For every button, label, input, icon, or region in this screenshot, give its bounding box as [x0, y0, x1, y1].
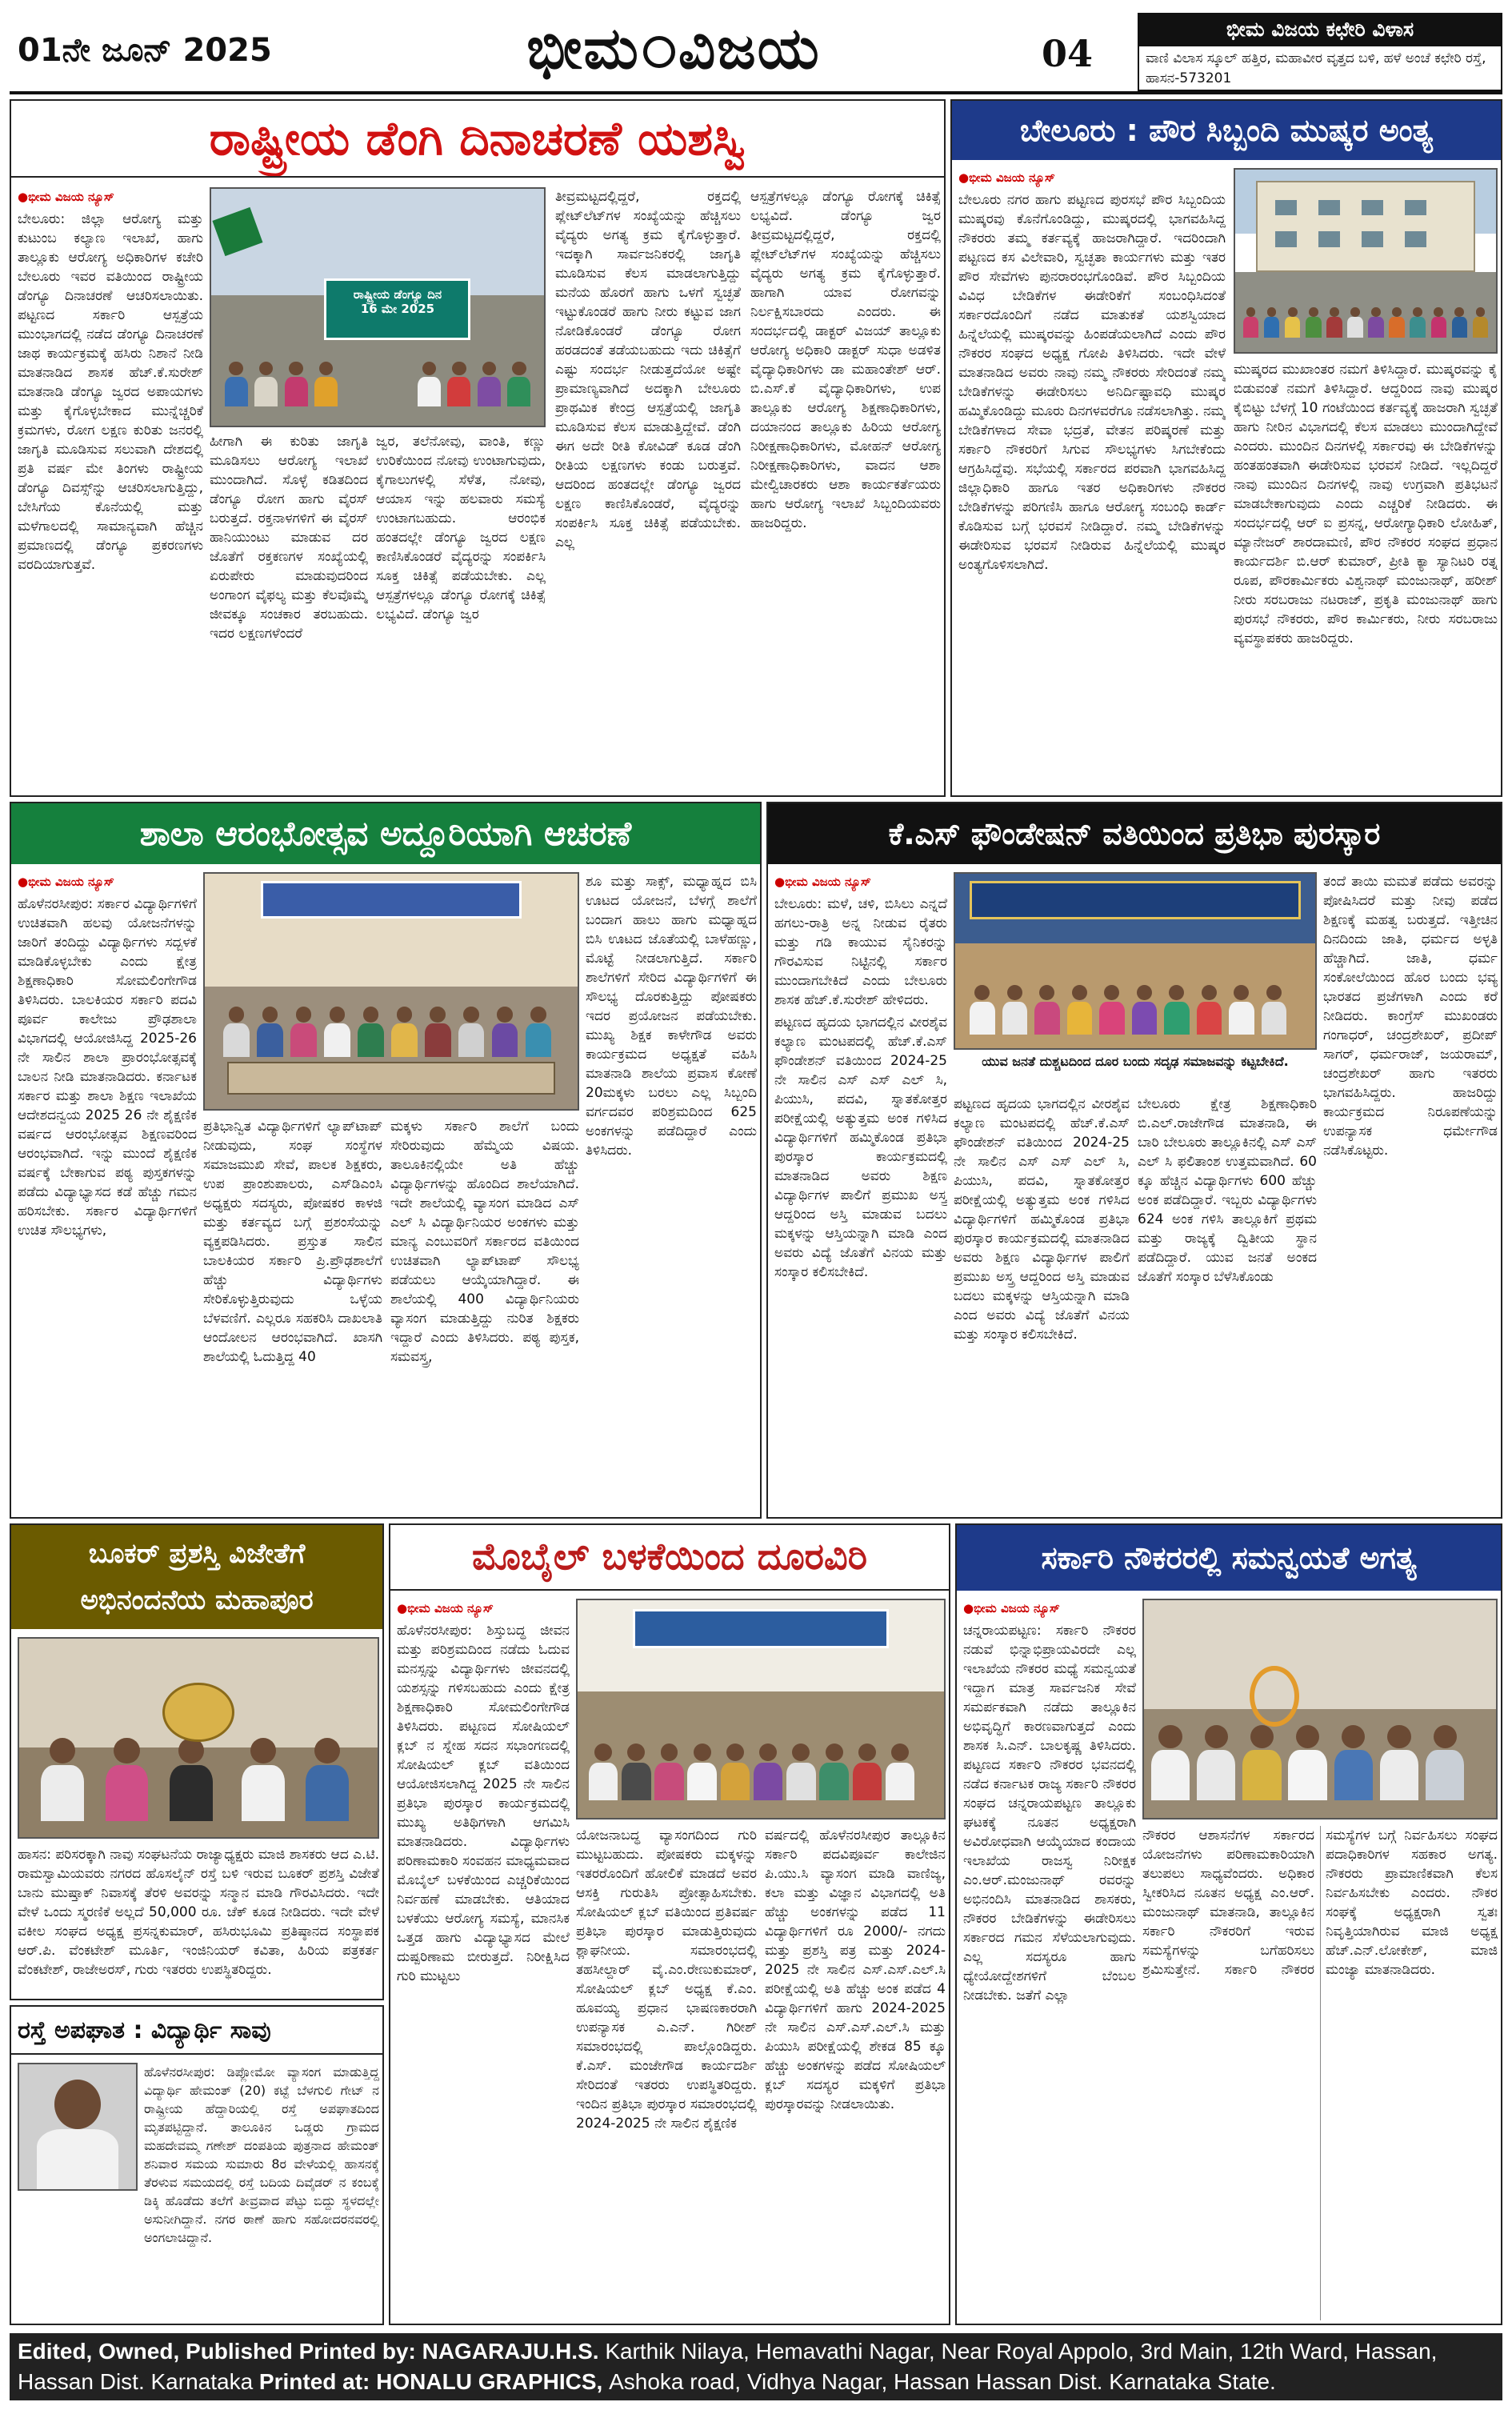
- flower-garland-icon: [1250, 1666, 1299, 1727]
- story-column: [18, 872, 197, 1514]
- story-paragraph: ಹಾಸನ: ಪರಿಸರಕ್ಕಾಗಿ ನಾವು ಸಂಘಟನೆಯ ರಾಜ್ಯಾಧ್ಯಕ್ಷರು ಮಾಜಿ ಶಾಸಕರು ಆದ ಎ.ಟಿ. ರಾಮಸ್ವಾಮಿಯವರು ನಗರದ ಹೊಸಲೈನ್ ರಸ್ತೆ ಬಳಿ ಇರುವ ಬೂಕರ್ ಪ್ರಶಸ್ತಿ ವಿಜೇತೆ ಬಾನು ಮುಷ್ತಾಕ್ ನಿವಾಸಕ್ಕೆ ತೆರಳಿ ಅವರನ್ನು ಸನ್ಮಾನ ಮಾಡಿ ಗೌರವಿಸಿದರು. ಇದೇ ವೇಳೆ ಒಂದು ಸ್ಮರಣಿಕೆ ಅಲ್ಲದೆ 50,000 ರೂ. ಚೆಕ್ ಕೂಡ ನೀಡಿದರು. ಇದೇ ವೇಳೆ ವಕೀಲ ಸಂಘದ ಅಧ್ಯಕ್ಷ ಪ್ರಸನ್ನಕುಮಾರ್, ಹಸಿರುಭೂಮಿ ಪ್ರತಿಷ್ಠಾನದ ಸಂಸ್ಥಾಪಕ ಆರ್.ಪಿ. ವೆಂಕಟೇಶ್ ಮೂರ್ತಿ, ಇಂಜಿನಿಯರ್ ಕವಿತಾ, ಹಿರಿಯ ಪತ್ರಕರ್ತ ವೆಂಕಟೇಶ್, ರಾಜೇಅರಸ್, ಗುರು ಇತರರು ಉಪಸ್ಥಿತರಿದ್ದರು.: [18, 1847, 379, 1978]
- photo-caption: ಯುವ ಜನತೆ ದುಶ್ಚಟದಿಂದ ದೂರ ಬಂದು ಸದೃಢ ಸಮಾಜವನ್ನು ಕಟ್ಟಬೇಕಿದೆ.: [954, 1053, 1317, 1090]
- story-column: [203, 1117, 382, 1514]
- imprint-district: Hassan Dist. Karnataka: [18, 2369, 254, 2394]
- belur-workers-photo: [1234, 168, 1498, 354]
- office-address-text: ವಾಣಿ ವಿಲಾಸ ಸ್ಕೂಲ್ ಹತ್ತಿರ, ಮಹಾವೀರ ವೃತ್ತದ ಬಳಿ, ಹಳೆ ಅಂಚೆ ಕಛೇರಿ ರಸ್ತೆ, ಹಾಸನ-573201: [1146, 50, 1486, 86]
- story-column: [555, 187, 741, 792]
- newspaper-page: [10, 10, 1502, 2400]
- story-paragraph: ಹೊಳೆನರಸೀಪುರ: ಸರ್ಕಾರ ವಿದ್ಯಾರ್ಥಿಗಳಿಗೆ ಉಚಿತವಾಗಿ ಹಲವು ಯೋಜನೆಗಳನ್ನು ಜಾರಿಗೆ ತಂದಿದ್ದು ವಿದ್ಯಾರ್ಥಿಗಳು ಸದ್ಬಳಕೆ ಮಾಡಿಕೊಳ್ಳಬೇಕು ಎಂದು ಕ್ಷೇತ್ರ ಶಿಕ್ಷಣಾಧಿಕಾರಿ ಸೋಮಲಿಂಗೇಗೌಡ ತಿಳಿಸಿದರು. ಬಾಲಕಿಯರ ಸರ್ಕಾರಿ ಪದವಿ ಪೂರ್ವ ಕಾಲೇಜು ಪ್ರೌಢಶಾಲಾ ವಿಭಾಗದಲ್ಲಿ ಆಯೋಜಿಸಿದ್ದ 2025-26 ನೇ ಸಾಲಿನ ಶಾಲಾ ಪ್ರಾರಂಭೋತ್ಸವಕ್ಕೆ ಬಾಲನ ನೀಡಿ ಮಾತನಾಡಿದರು. ಕರ್ನಾಟಕ ಸರ್ಕಾರ ಮತ್ತು ಶಾಲಾ ಶಿಕ್ಷಣ ಇಲಾಖೆಯ ಆದೇಶದನ್ವಯ 2025 26 ನೇ ಶೈಕ್ಷಣಿಕ ವರ್ಷದ ಆರಂಭೋತ್ಸವ ಶಿಕ್ಷಣವರಿಂದ ಆರಂಭವಾಗಿದೆ. ಇನ್ನು ಮುಂದೆ ಶೈಕ್ಷಣಿಕ ವರ್ಷಕ್ಕೆ ಬೇಕಾಗುವ ಪಠ್ಯ ಪುಸ್ತಕಗಳನ್ನು ಪಡೆದು ವಿದ್ಯಾಭ್ಯಾಸದ ಕಡೆ ಹೆಚ್ಚು ಗಮನ ಹರಿಸಬೇಕು. ಸರ್ಕಾರ ವಿದ್ಯಾರ್ಥಿಗಳಿಗೆ ಉಚಿತ ಸೌಲಭ್ಯಗಳು,: [18, 896, 197, 1239]
- story-paragraph: ಚನ್ನರಾಯಪಟ್ಟಣ: ಸರ್ಕಾರಿ ನೌಕರರ ನಡುವೆ ಭಿನ್ನಾಭಿಪ್ರಾಯವಿರದೇ ಎಲ್ಲ ಇಲಾಖೆಯ ನೌಕರರ ಮಧ್ಯೆ ಸಮನ್ವಯತೆ ಇದ್ದಾಗ ಮಾತ್ರ ಸಾರ್ವಜನಿಕ ಸೇವೆ ಸಮರ್ಪಕವಾಗಿ ನಡೆದು ತಾಲ್ಲೂಕಿನ ಅಭಿವೃದ್ಧಿಗೆ ಕಾರಣವಾಗುತ್ತದೆ ಎಂದು ಶಾಸಕ ಸಿ.ಎನ್. ಬಾಲಕೃಷ್ಣ ತಿಳಿಸಿದರು. ಪಟ್ಟಣದ ಸರ್ಕಾರಿ ನೌಕರರ ಭವನದಲ್ಲಿ ನಡೆದ ಕರ್ನಾಟಕ ರಾಜ್ಯ ಸರ್ಕಾರಿ ನೌಕರರ ಸಂಘದ ಚನ್ನರಾಯಪಟ್ಟಣ ತಾಲ್ಲೂಕು ಘಟಕಕ್ಕೆ ನೂತನ ಅಧ್ಯಕ್ಷರಾಗಿ ಅವಿರೋಧವಾಗಿ ಆಯ್ಕೆಯಾದ ಕಂದಾಯ ಇಲಾಖೆಯ ರಾಜಸ್ವ ನಿರೀಕ್ಷಕ ಎಂ.ಆರ್.ಮಂಜುನಾಥ್ ರವರನ್ನು ಅಭಿನಂದಿಸಿ ಮಾತನಾಡಿದ ಶಾಸಕರು, ನೌಕರರ ಬೇಡಿಕೆಗಳನ್ನು ಈಡೇರಿಸಲು ಸರ್ಕಾರದ ಗಮನ ಸೆಳೆಯಲಾಗುವುದು. ಎಲ್ಲ ಸದಸ್ಯರೂ ಹಾಗು ಧ್ಯೇಯೋದ್ದೇಶಗಳಿಗೆ ಬೆಂಬಲ ನೀಡಬೇಕು. ಜತೆಗೆ ಎಲ್ಲಾ: [963, 1623, 1136, 2004]
- story-headline: ರಾಷ್ಟ್ರೀಯ ಡೆಂಗಿ ದಿನಾಚರಣೆ ಯಶಸ್ವಿ: [11, 101, 944, 178]
- imprint-footer: [10, 2333, 1502, 2400]
- story-column: [144, 2063, 379, 2320]
- story-column: [1323, 872, 1498, 1514]
- story-headline: ಸರ್ಕಾರಿ ನೌಕರರಲ್ಲಿ ಸಮನ್ವಯತೆ ಅಗತ್ಯ: [957, 1525, 1501, 1591]
- story-column: [576, 1826, 757, 2320]
- story-paragraph: ಮುಷ್ಕರದ ಮುಖಾಂತರ ನಮಗೆ ತಿಳಿಸಿದ್ದಾರೆ. ಮುಷ್ಕರವನ್ನು ಕೈ ಬಿಡುವಂತೆ ನಮಗೆ ತಿಳಿಸಿದ್ದಾರೆ. ಆದ್ದರಿಂದ ನಾವು ಮುಷ್ಕರ ಕೈಬಿಟ್ಟು ಬೆಳಗ್ಗೆ 10 ಗಂಟೆಯಿಂದ ಕರ್ತವ್ಯಕ್ಕೆ ಹಾಜರಾಗಿ ಸ್ವಚ್ಛತೆ ಹಾಗು ನೀರಿನ ವಿಭಾಗದಲ್ಲಿ ಕೆಲಸ ಮಾಡಲು ಮುಂದಾಗಿದ್ದೇವೆ ಎಂದರು. ಮುಂದಿನ ದಿನಗಳಲ್ಲಿ ಸರ್ಕಾರವು ಈ ಬೇಡಿಕೆಗಳನ್ನು ಹಂತಹಂತವಾಗಿ ಈಡೇರಿಸುವ ಭರವಸೆ ನೀಡಿದೆ. ಇಲ್ಲದಿದ್ದರೆ ನಾವು ಮುಂದಿನ ದಿನಗಳಲ್ಲಿ ನಾವು ಉಗ್ರವಾಗಿ ಪ್ರತಿಭಟನೆ ಮಾಡಬೇಕಾಗುವುದು ಎಂದು ಎಚ್ಚರಿಕೆ ನೀಡಿದರು. ಈ ಸಂದರ್ಭದಲ್ಲಿ ಆರ್ ಐ ಪ್ರಸನ್ನ, ಆರೋಗ್ಯಾಧಿಕಾರಿ ಲೋಹಿತ್, ಮ್ಯಾನೇಜರ್ ಶಾರದಾಮಣಿ, ಪೌರ ನೌಕರರ ಸಂಘದ ಪ್ರಧಾನ ಕಾರ್ಯದರ್ಶಿ ಬಿ.ಆರ್ ಕುಮಾರ್, ಪ್ರೀತಿ ಕ್ಯಾ ಸ್ಯಾನಿಟರಿ ರತ್ನ ರೂಪ, ಪೌರಕಾರ್ಮಿಕರು ವಿಶ್ವನಾಥ್ ಮಂಜುನಾಥ್, ಹರೀಶ್ ನೀರು ಸರಬರಾಜು ನಟರಾಜ್, ಪ್ರಕೃತಿ ಮಂಜುನಾಥ್ ಹಾಗು ಪುರಸಭೆ ನೌಕರರು, ಪೌರ ಕಾರ್ಮಿಕರು, ನೀರು ಸರಬರಾಜು ವ್ಯವಸ್ಥಾಪಕರು ಹಾಜರಿದ್ದರು.: [1234, 362, 1498, 647]
- story-paragraph: ವರ್ಷದಲ್ಲಿ ಹೊಳೆನರಸೀಪುರ ತಾಲ್ಲೂಕಿನ ಸರ್ಕಾರಿ ಪದವಿಪೂರ್ವ ಕಾಲೇಜಿನ ಪಿ.ಯು.ಸಿ ವ್ಯಾಸಂಗ ಮಾಡಿ ವಾಣಿಜ್ಯ, ಕಲಾ ಮತ್ತು ವಿಜ್ಞಾನ ವಿಭಾಗದಲ್ಲಿ ಅತಿ ಹೆಚ್ಚು ಅಂಕಗಳನ್ನು ಪಡೆದ 11 ವಿದ್ಯಾರ್ಥಿಗಳಿಗೆ ರೂ 2000/- ನಗದು ಮತ್ತು ಪ್ರಶಸ್ತಿ ಪತ್ರ ಮತ್ತು 2024-2025 ನೇ ಸಾಲಿನ ಎಸ್.ಎಸ್.ಎಲ್.ಸಿ ಪರೀಕ್ಷೆಯಲ್ಲಿ ಅತಿ ಹೆಚ್ಚು ಅಂಕ ಪಡೆದ 4 ವಿದ್ಯಾರ್ಥಿಗಳಿಗೆ ಹಾಗು 2024-2025 ನೇ ಸಾಲಿನ ಎಸ್.ಎಸ್.ಎಲ್.ಸಿ ಮತ್ತು ಪಿಯುಸಿ ಪರೀಕ್ಷೆಯಲ್ಲಿ ಶೇಕಡ 85 ಕ್ಕೂ ಹೆಚ್ಚು ಅಂಕಗಳನ್ನು ಪಡೆದ ಸೋಷಿಯಲ್ ಕ್ಲಬ್ ಸದಸ್ಯರ ಮಕ್ಕಳಿಗೆ ಪ್ರತಿಭಾ ಪುರಸ್ಕಾರವನ್ನು ನೀಡಲಾಯಿತು.: [765, 1828, 946, 2112]
- masthead: [10, 10, 1502, 94]
- story-paragraph: ಜ್ವರ, ತಲೆನೋವು, ವಾಂತಿ, ಕಣ್ಣು ಉರಿಕೆಯಿಂದ ನೋವು ಉಂಟಾಗುವುದು, ಕೈಗಾಲುಗಳಲ್ಲಿ ಸೆಳೆತ, ನೋವು, ಆಯಾಸ ಇನ್ನು ಹಲವಾರು ಸಮಸ್ಯೆ ಉಂಟಾಗಬಹುದು. ಆರಂಭಿಕ ಹಂತದಲ್ಲೇ ಡೆಂಗ್ಯೂ ಜ್ವರದ ಲಕ್ಷಣ ಕಾಣಿಸಿಕೊಂಡರೆ ವೈದ್ಯರನ್ನು ಸಂಪರ್ಕಿಸಿ ಸೂಕ್ತ ಚಿಕಿತ್ಸೆ ಪಡೆಯಬೇಕು. ಎಲ್ಲ ಆಸ್ಪತ್ರೆಗಳಲ್ಲೂ ಡೆಂಗ್ಯೂ ರೋಗಕ್ಕೆ ಚಿಕಿತ್ಸೆ ಲಭ್ಯವಿದೆ. ಡೆಂಗ್ಯೂ ಜ್ವರ: [376, 434, 546, 623]
- story-paragraph: ಬೇಲೂರು: ಜಿಲ್ಲಾ ಆರೋಗ್ಯ ಮತ್ತು ಕುಟುಂಬ ಕಲ್ಯಾಣ ಇಲಾಖೆ, ಹಾಗು ತಾಲ್ಲೂಕು ಆರೋಗ್ಯ ಅಧಿಕಾರಿಗಳ ಕಚೇರಿ ಬೇಲೂರು ಇವರ ವತಿಯಿಂದ ರಾಷ್ಟ್ರೀಯ ಡೆಂಗ್ಯೂ ದಿನಾಚರಣೆ ಆಚರಿಸಲಾಯಿತು. ಪಟ್ಟಣದ ಸರ್ಕಾರಿ ಆಸ್ಪತ್ರೆಯ ಮುಂಭಾಗದಲ್ಲಿ ನಡೆದ ಡೆಂಗ್ಯೂ ದಿನಾಚರಣೆ ಜಾಥ ಕಾರ್ಯಕ್ರಮಕ್ಕೆ ಹಸಿರು ನಿಶಾನೆ ನೀಡಿ ಮಾತನಾಡಿದ ಶಾಸಕ ಹೆಚ್.ಕೆ.ಸುರೇಶ್ ಮಾತನಾಡಿ ಡೆಂಗ್ಯೂ ಜ್ವರದ ಅಪಾಯಗಳು ಮತ್ತು ಕೈಗೊಳ್ಳಬೇಕಾದ ಮುನ್ನೆಚ್ಚರಿಕೆ ಕ್ರಮಗಳು, ರೋಗ ಲಕ್ಷಣ ಕುರಿತು ಜನರಲ್ಲಿ ಜಾಗೃತಿ ಮೂಡಿಸುವ ಸಲುವಾಗಿ ದೇಶದಲ್ಲಿ ಪ್ರತಿ ವರ್ಷ ಮೇ ತಿಂಗಳು ರಾಷ್ಟ್ರೀಯ ಡೆಂಗ್ಯೂ ದಿವಸ್ಸ್‌ನ್ನು ಆಚರಿಸಲಾಗುತ್ತಿದ್ದು, ಬೇಸಿಗೆಯ ಕೊನೆಯಲ್ಲಿ ಮತ್ತು ಮಳೆಗಾಲದಲ್ಲಿ ಸಾಮಾನ್ಯವಾಗಿ ಹೆಚ್ಚಿನ ಪ್ರಮಾಣದಲ್ಲಿ ಡೆಂಗ್ಯೂ ಪ್ರಕರಣಗಳು ವರದಿಯಾಗುತ್ತವೆ.: [18, 211, 203, 573]
- dengue-banner: [324, 278, 470, 340]
- story-column: [586, 872, 757, 1514]
- school-opening-photo: [203, 872, 579, 1111]
- story-byline: ● ಭೀಮ ವಿಜಯ ನ್ಯೂಸ್: [958, 168, 1226, 187]
- story-headline: ಮೊಬೈಲ್ ಬಳಕೆಯಿಂದ ದೂರವಿರಿ: [390, 1525, 949, 1591]
- story-column: [210, 432, 368, 792]
- imprint-publisher-label: Edited, Owned, Published Printed by:: [18, 2339, 416, 2364]
- office-address-title: ಭೀಮ ವಿಜಯ ಕಛೇರಿ ವಿಳಾಸ: [1139, 14, 1501, 46]
- story-column: [1138, 1095, 1317, 1514]
- story-paragraph: ಯೋಜನಾಬದ್ಧ ವ್ಯಾಸಂಗದಿಂದ ಗುರಿ ಮುಟ್ಟಬಹುದು. ಪೋಷಕರು ಮಕ್ಕಳನ್ನು ಇತರರೊಂದಿಗೆ ಹೋಲಿಕೆ ಮಾಡದೆ ಅವರ ಆಸಕ್ತಿ ಗುರುತಿಸಿ ಪ್ರೋತ್ಸಾಹಿಸಬೇಕು. ಸೋಷಿಯಲ್ ಕ್ಲಬ್ ವತಿಯಿಂದ ಪ್ರತಿವರ್ಷ ಪ್ರತಿಭಾ ಪುರಸ್ಕಾರ ಮಾಡುತ್ತಿರುವುದು ಶ್ಲಾಘನೀಯ. ಸಮಾರಂಭದಲ್ಲಿ ತಹಸೀಲ್ದಾರ್ ವೈ.ಎಂ.ರೇಣುಕುಮಾರ್, ಸೋಷಿಯಲ್ ಕ್ಲಬ್ ಅಧ್ಯಕ್ಷ ಕೆ.ಎಂ. ಹೂವಯ್ಯ ಪ್ರಧಾನ ಭಾಷಣಕಾರರಾಗಿ ಉಪನ್ಯಾಸಕ ಎ.ಎನ್. ಗಿರೀಶ್ ಸಮಾರಂಭದಲ್ಲಿ ಪಾಲ್ಗೊಂಡಿದ್ದರು. ಕೆ.ಎಸ್. ಮಂಜೇಗೌಡ ಕಾರ್ಯದರ್ಶಿ ಸೇರಿದಂತೆ ಇತರರು ಉಪಸ್ಥಿತರಿದ್ದರು. ಇಂದಿನ ಪ್ರತಿಭಾ ಪುರಸ್ಕಾರ ಸಮಾರಂಭದಲ್ಲಿ 2024-2025 ನೇ ಸಾಲಿನ ಶೈಕ್ಷಣಿಕ: [576, 1828, 757, 2132]
- imprint-publisher-address: Karthik Nilaya, Hemavathi Nagar, Near Royal Appolo, 3rd Main, 12th Ward, Hassan,: [605, 2339, 1438, 2364]
- govt-felicitation-photo: [1142, 1599, 1498, 1820]
- story-paragraph: ಪಟ್ಟಣದ ಹೃದಯ ಭಾಗದಲ್ಲಿನ ವೀರಶೈವ ಕಲ್ಯಾಣ ಮಂಟಪದಲ್ಲಿ ಹೆಚ್.ಕೆ.ಎಸ್ ಫೌಂಡೇಶನ್ ವತಿಯಿಂದ 2024-25 ನೇ ಸಾಲಿನ ಎಸ್ ಎಸ್ ಎಲ್ ಸಿ, ಪಿಯುಸಿ, ಪದವಿ, ಸ್ನಾತಕೋತ್ತರ ಪರೀಕ್ಷೆಯಲ್ಲಿ ಅತ್ಯುತ್ತಮ ಅಂಕ ಗಳಿಸಿದ ವಿದ್ಯಾರ್ಥಿಗಳಿಗೆ ಹಮ್ಮಿಕೊಂಡ ಪ್ರತಿಭಾ ಪುರಸ್ಕಾರ ಕಾರ್ಯಕ್ರಮದಲ್ಲಿ ಮಾತನಾಡಿದ ಅವರು ಶಿಕ್ಷಣ ವಿದ್ಯಾರ್ಥಿಗಳ ಪಾಲಿಗೆ ಪ್ರಮುಖ ಅಸ್ತ್ರ ಆದ್ದರಿಂದ ಅಸ್ತಿ ಮಾಡುವ ಬದಲು ಮಕ್ಕಳನ್ನು ಆಸ್ತಿಯನ್ನಾಗಿ ಮಾಡಿ ಎಂದ ಅವರು ವಿದ್ಯೆ ಜೊತೆಗೆ ವಿನಯ ಮತ್ತು ಸಂಸ್ಕಾರ ಕಲಿಸಬೇಕಿದೆ.: [774, 1015, 947, 1280]
- story-paragraph: ನೌಕರರ ಆಶಾಸನೆಗಳ ಸರ್ಕಾರದ ಯೋಜನೆಗಳು ಪರಿಣಾಮಕಾರಿಯಾಗಿ ತಲುಪಲು ಸಾಧ್ಯವೆಂದರು. ಅಧಿಕಾರ ಸ್ವೀಕರಿಸಿದ ನೂತನ ಅಧ್ಯಕ್ಷ ಎಂ.ಆರ್. ಮಂಜುನಾಥ್ ಮಾತನಾಡಿ, ತಾಲ್ಲೂಕಿನ ಸರ್ಕಾರಿ ನೌಕರರಿಗೆ ಇರುವ ಸಮಸ್ಯೆಗಳನ್ನು ಬಗೆಹರಿಸಲು ಶ್ರಮಿಸುತ್ತೇನೆ. ಸರ್ಕಾರಿ ನೌಕರರ ಸಮಸ್ಯೆಗಳ ಬಗ್ಗೆ ನಿರ್ವಹಿಸಲು ಸಂಘದ ಪದಾಧಿಕಾರಿಗಳ ಸಹಕಾರ ಅಗತ್ಯ. ನೌಕರರು ಪ್ರಾಮಾಣಿಕವಾಗಿ ಕೆಲಸ ನಿರ್ವಹಿಸಬೇಕು ಎಂದರು. ನೌಕರ ಸಂಘಕ್ಕೆ ಅಧ್ಯಕ್ಷರಾಗಿ ಸ್ವತಃ ನಿವೃತ್ತಿಯಾಗಿರುವ ಮಾಜಿ ಅಧ್ಯಕ್ಷ ಹೆಚ್.ಎನ್.ಲೋಕೇಶ್, ಮಾಜಿ ಮಂಜ್ಯಾ ಮಾತನಾಡಿದರು.: [1142, 1828, 1498, 1978]
- story-paragraph: ಹೀಗಾಗಿ ಈ ಕುರಿತು ಜಾಗೃತಿ ಮೂಡಿಸಲು ಆರೋಗ್ಯ ಇಲಾಖೆ ಮುಂದಾಗಿದೆ. ಸೊಳ್ಳೆ ಕಡಿತದಿಂದ ಡೆಂಗ್ಯೂ ರೋಗ ಹಾಗು ವೈರಸ್ ಬರುತ್ತದೆ. ರಕ್ತನಾಳಗಳಿಗೆ ಈ ವೈರಸ್ ಹಾನಿಯುಂಟು ಮಾಡುವ ದರ ಜೊತೆಗೆ ರಕ್ತಕಣಗಳ ಸಂಖ್ಯೆಯಲ್ಲಿ ಏರುಪೇರು ಮಾಡುವುದರಿಂದ ಅಂಗಾಂಗ ವೈಫಲ್ಯ ಮತ್ತು ಕೆಲವೊಮ್ಮೆ ಜೀವಕ್ಕೂ ಸಂಚಕಾರ ತರಬಹುದು. ಇದರ ಲಕ್ಷಣಗಳೆಂದರೆ: [210, 434, 368, 642]
- story-column: [963, 1599, 1136, 2320]
- story-byline: ● ಭೀಮ ವಿಜಯ ನ್ಯೂಸ್: [18, 187, 203, 206]
- logo-text-left: ಭೀಮ: [526, 14, 640, 82]
- story-column: [397, 1599, 570, 2320]
- story-byline: ● ಭೀಮ ವಿಜಯ ನ್ಯೂಸ್: [397, 1599, 570, 1618]
- issue-date: 01ನೇ ಜೂನ್ 2025: [18, 32, 272, 69]
- memento-plaque-icon: [162, 1683, 234, 1742]
- story-byline: ● ಭೀಮ ವಿಜಯ ನ್ಯೂಸ್: [774, 872, 947, 891]
- story-column: [390, 1117, 579, 1514]
- logo-text-right: ವಿಜಯ: [678, 14, 821, 82]
- story-paragraph: ಬೇಲೂರು ನಗರ ಹಾಗು ಪಟ್ಟಣದ ಪುರಸಭೆ ಪೌರ ಸಿಬ್ಬಂದಿಯ ಮುಷ್ಕರವು ಕೊನೆಗೊಂಡಿದ್ದು, ಮುಷ್ಕರದಲ್ಲಿ ಭಾಗವಹಿಸಿದ್ದ ನೌಕರರು ತಮ್ಮ ಕರ್ತವ್ಯಕ್ಕೆ ಹಾಜರಾಗಿದ್ದಾರೆ. ಇದರಿಂದಾಗಿ ಪಟ್ಟಣದ ಕಸ ವಿಲೇವಾರಿ, ಸ್ವಚ್ಛತಾ ಕಾರ್ಯಗಳು ಮತ್ತು ಇತರ ಪೌರ ಸೇವೆಗಳು ಪುನರಾರಂಭಗೊಂಡಿವೆ. ಪೌರ ಸಿಬ್ಬಂದಿಯ ವಿವಿಧ ಬೇಡಿಕೆಗಳ ಈಡೇರಿಕೆಗೆ ಸಂಬಂಧಿಸಿದಂತೆ ಸರ್ಕಾರದೊಂದಿಗೆ ನಡೆದ ಮಾತುಕತೆ ಯಶಸ್ವಿಯಾದ ಹಿನ್ನೆಲೆಯಲ್ಲಿ ಮುಷ್ಕರವನ್ನು ಹಿಂಪಡೆಯಲಾಗಿದೆ ಎಂದು ಪೌರ ನೌಕರರ ಸಂಘದ ಅಧ್ಯಕ್ಷ ಗೋಪಿ ತಿಳಿಸಿದರು. ಇದೇ ವೇಳೆ ಮಾತನಾಡಿದ ಅವರು ನಾವು ನಮ್ಮ ನೌಕರರು ಸೇರಿದಂತೆ ನಮ್ಮ ಬೇಡಿಕೆಗಳನ್ನು ಈಡೇರಿಸಲು ಅನಿರ್ದಿಷ್ಟಾವಧಿ ಮುಷ್ಕರ ಹಮ್ಮಿಕೊಂಡಿದ್ದು ಮೂರು ದಿನಗಳವರೆಗೂ ನಡೆಸಲಾಗಿತ್ತು. ನಮ್ಮ ಬೇಡಿಕೆಗಳಾದ ಸೇವಾ ಭದ್ರತೆ, ವೇತನ ಪರಿಷ್ಕರಣೆ ಮತ್ತು ಸರ್ಕಾರಿ ನೌಕರರಿಗೆ ಸಿಗುವ ಸೌಲಭ್ಯಗಳು ಸಿಗಬೇಕೆಂದು ಆಗ್ರಹಿಸಿದ್ದೆವು. ಸಭೆಯಲ್ಲಿ ಸರ್ಕಾರದ ಪರವಾಗಿ ಭಾಗವಹಿಸಿದ್ದ ಜಿಲ್ಲಾಧಿಕಾರಿ ಹಾಗೂ ಇತರ ಅಧಿಕಾರಿಗಳು ನೌಕರರ ಬೇಡಿಕೆಗಳನ್ನು ಪರಿಗಣಿಸಿ ಹಾಗೂ ಆರೋಗ್ಯ ಸಂಬಂಧಿ ಕಾರ್ಡ್ ಕೊಡಿಸುವ ಬಗ್ಗೆ ಭರವಸೆ ನೀಡಿದ್ದಾರೆ. ನಮ್ಮ ಬೇಡಿಕೆಗಳನ್ನು ಈಡೇರಿಸುವ ಭರವಸೆ ನೀಡಿರುವ ಹಿನ್ನೆಲೆಯಲ್ಲಿ ಮುಷ್ಕರ ಅಂತ್ಯಗೊಳಿಸಲಾಗಿದೆ.: [958, 192, 1226, 573]
- imprint-line-2: [18, 2367, 1494, 2397]
- booker-headline-line1: ಬೂಕರ್ ಪ್ರಶಸ್ತಿ ವಿಜೇತೆಗೆ: [88, 1538, 306, 1570]
- story-column: [750, 187, 941, 792]
- story-paragraph: ಹೊಳೆನರಸೀಪುರ: ಶಿಸ್ತುಬದ್ಧ ಜೀವನ ಮತ್ತು ಪರಿಶ್ರಮದಿಂದ ನಡೆದು ಓದುವ ಮನಸ್ಸನ್ನು ವಿದ್ಯಾರ್ಥಿಗಳು ಜೀವನದಲ್ಲಿ ಯಶಸ್ಸನ್ನು ಗಳಿಸಬಹುದು ಎಂದು ಕ್ಷೇತ್ರ ಶಿಕ್ಷಣಾಧಿಕಾರಿ ಸೋಮಲಿಂಗೇಗೌಡ ತಿಳಿಸಿದರು. ಪಟ್ಟಣದ ಸೋಷಿಯಲ್ ಕ್ಲಬ್ ನ ಸ್ನೇಹ ಸದನ ಸಭಾಂಗಣದಲ್ಲಿ ಸೋಷಿಯಲ್ ಕ್ಲಬ್ ವತಿಯಿಂದ ಆಯೋಜಿಸಲಾಗಿದ್ದ 2025 ನೇ ಸಾಲಿನ ಪ್ರತಿಭಾ ಪುರಸ್ಕಾರ ಕಾರ್ಯಕ್ರಮದಲ್ಲಿ ಮುಖ್ಯ ಅತಿಥಿಗಳಾಗಿ ಆಗಮಿಸಿ ಮಾತನಾಡಿದರು. ವಿದ್ಯಾರ್ಥಿಗಳು ಪರಿಣಾಮಕಾರಿ ಸಂವಹನ ಮಾಧ್ಯಮವಾದ ಮೊಬೈಲ್ ಬಳಕೆಯಿಂದ ಎಚ್ಚರಿಕೆಯಿಂದ ನಿರ್ವಹಣೆ ಮಾಡಬೇಕು. ಆತಿಯಾದ ಬಳಕೆಯು ಆರೋಗ್ಯ ಸಮಸ್ಯೆ, ಮಾನಸಿಕ ಒತ್ತಡ ಹಾಗು ವಿದ್ಯಾಭ್ಯಾಸದ ಮೇಲೆ ದುಷ್ಪರಿಣಾಮ ಬೀರುತ್ತದೆ. ನಿರೀಕ್ಷಿಸಿದ ಗುರಿ ಮುಟ್ಟಲು: [397, 1623, 570, 1984]
- story-byline: ● ಭೀಮ ವಿಜಯ ನ್ಯೂಸ್: [963, 1599, 1136, 1618]
- story-paragraph: ಪಟ್ಟಣದ ಹೃದಯ ಭಾಗದಲ್ಲಿನ ವೀರಶೈವ ಕಲ್ಯಾಣ ಮಂಟಪದಲ್ಲಿ ಹೆಚ್.ಕೆ.ಎಸ್ ಫೌಂಡೇಶನ್ ವತಿಯಿಂದ 2024-25 ನೇ ಸಾಲಿನ ಎಸ್ ಎಸ್ ಎಲ್ ಸಿ, ಪಿಯುಸಿ, ಪದವಿ, ಸ್ನಾತಕೋತ್ತರ ಪರೀಕ್ಷೆಯಲ್ಲಿ ಅತ್ಯುತ್ತಮ ಅಂಕ ಗಳಿಸಿದ ವಿದ್ಯಾರ್ಥಿಗಳಿಗೆ ಹಮ್ಮಿಕೊಂಡ ಪ್ರತಿಭಾ ಪುರಸ್ಕಾರ ಕಾರ್ಯಕ್ರಮದಲ್ಲಿ ಮಾತನಾಡಿದ ಅವರು ಶಿಕ್ಷಣ ವಿದ್ಯಾರ್ಥಿಗಳ ಪಾಲಿಗೆ ಪ್ರಮುಖ ಅಸ್ತ್ರ ಆದ್ದರಿಂದ ಅಸ್ತಿ ಮಾಡುವ ಬದಲು ಮಕ್ಕಳನ್ನು ಆಸ್ತಿಯನ್ನಾಗಿ ಮಾಡಿ ಎಂದ ಅವರು ವಿದ್ಯೆ ಜೊತೆಗೆ ವಿನಯ ಮತ್ತು ಸಂಸ್ಕಾರ ಕಲಿಸಬೇಕಿದೆ.: [954, 1096, 1130, 1343]
- story-column: [954, 1095, 1130, 1514]
- story-headline: [11, 1525, 382, 1629]
- story-column: [1142, 1826, 1498, 2320]
- story-mobile-usage: [389, 1523, 950, 2325]
- logo-sun-icon: [643, 36, 675, 68]
- table-with-books: [227, 1062, 555, 1095]
- mobile-award-photo: [576, 1599, 946, 1820]
- story-column: [1234, 360, 1498, 792]
- story-paragraph: ಶೂ ಮತ್ತು ಸಾಕ್ಸ್, ಮಧ್ಯಾಹ್ನದ ಬಿಸಿ ಊಟದ ಯೋಜನೆ, ಬೆಳಗ್ಗೆ ಶಾಲೆಗೆ ಬಂದಾಗ ಹಾಲು ಹಾಗು ಮಧ್ಯಾಹ್ನದ ಬಿಸಿ ಊಟದ ಜೊತೆಯಲ್ಲಿ ಬಾಳೆಹಣ್ಣು, ಮೊಟ್ಟೆ ನೀಡಲಾಗುತ್ತಿದೆ. ಸರ್ಕಾರಿ ಶಾಲೆಗಳಿಗೆ ಸೇರಿದ ವಿದ್ಯಾರ್ಥಿಗಳಿಗೆ ಈ ಸೌಲಭ್ಯ ದೊರಕುತ್ತಿದ್ದು ಪೋಷಕರು ಇದರ ಪ್ರಯೋಜನ ಪಡೆಯಬೇಕು. ಮುಖ್ಯ ಶಿಕ್ಷಕ ಕಾಳೇಗೌಡ ಅವರು ಕಾರ್ಯಕ್ರಮದ ಅಧ್ಯಕ್ಷತೆ ವಹಿಸಿ ಮಾತನಾಡಿ ಶಾಲೆಯ ಪ್ರವಾಸ ಕೋಣೆ 20ಮಕ್ಕಳು ಬರಲು ಎಲ್ಲ ಸಿಬ್ಬಂದಿ ವರ್ಗದವರ ಪರಿಶ್ರಮದಿಂದ 625 ಅಂಕಗಳನ್ನು ಪಡೆದಿದ್ದಾರೆ ಎಂದು ತಿಳಿಸಿದರು.: [586, 874, 757, 1159]
- ks-award-photo: [954, 872, 1317, 1050]
- story-headline: ಬೇಲೂರು : ಪೌರ ಸಿಬ್ಬಂದಿ ಮುಷ್ಕರ ಅಂತ್ಯ: [952, 101, 1501, 160]
- story-paragraph: ತಂದೆ ತಾಯಿ ಮಮತೆ ಪಡೆದು ಅವರನ್ನು ಪೋಷಿಸಿದರೆ ಮತ್ತು ನೀವು ಪಡೆದ ಶಿಕ್ಷಣಕ್ಕೆ ಮಹತ್ವ ಬರುತ್ತದೆ. ಇತ್ತೀಚಿನ ದಿನದಿಂದು ಜಾತಿ, ಧರ್ಮದ ಅಳ್ಳತಿ ಹೆಚ್ಚಾಗಿದೆ. ಜಾತಿ, ಧರ್ಮ ಸಂಕೋಲೆಯಿಂದ ಹೊರ ಬಂದು ಭವ್ಯ ಭಾರತದ ಪ್ರಜೆಗಳಾಗಿ ಎಂದು ಕರೆ ನೀಡಿದರು. ಕಾಂಗ್ರೆಸ್ ಮುಖಂಡರು ಗಂಗಾಧರ್, ಚಂದ್ರಶೇಖರ್, ಪ್ರದೀಪ್ ಸಾಗರ್, ಧರ್ಮರಾಜ್, ಜಯರಾಮ್, ಚಂದ್ರಶೇಖರ್ ಹಾಗು ಇತರರು ಭಾಗವಹಿಸಿದ್ದರು. ಹಾಜರಿದ್ದು ಕಾರ್ಯಕ್ರಮದ ನಿರೂಪಣೆಯನ್ನು ಉಪನ್ಯಾಸಕ ಧರ್ಮೇಗೌಡ ನಡೆಸಿಕೊಟ್ಟರು.: [1323, 874, 1498, 1159]
- story-govt-employees: [955, 1523, 1502, 2325]
- booker-headline-line2: ಅಭಿನಂದನೆಯ ಮಹಾಪೂರ: [80, 1584, 314, 1616]
- story-paragraph: ಹೊಳೆನರಸೀಪುರ: ಡಿಪ್ಲೋಮೋ ವ್ಯಾಸಂಗ ಮಾಡುತ್ತಿದ್ದ ವಿದ್ಯಾರ್ಥಿ ಹೇಮಂತ್ (20) ಕಟ್ಟೆ ಬೆಳಗುಲಿ ಗೇಟ್ ನ ರಾಷ್ಟ್ರೀಯ ಹೆದ್ದಾರಿಯಲ್ಲಿ ರಸ್ತೆ ಅಪಘಾತದಿಂದ ಮೃತಪಟ್ಟಿದ್ದಾನೆ. ತಾಲೂಕಿನ ಒಡ್ಡರು ಗ್ರಾಮದ ಮಹದೇವಮ್ಮ ಗಣೇಶ್ ದಂಪತಿಯ ಪುತ್ರನಾದ ಹೇಮಂತ್ ಶನಿವಾರ ಸಮಯ ಸುಮಾರು 8ರ ವೇಳೆಯಲ್ಲಿ ಹಾಸನಕ್ಕೆ ತೆರಳುವ ಸಮಯದಲ್ಲಿ ರಸ್ತೆ ಬದಿಯ ದಿವೈಡರ್ ನ ಕಂಬಕ್ಕೆ ಡಿಕ್ಕಿ ಹೊಡೆದು ತಲೆಗೆ ತೀವ್ರವಾದ ಪೆಟ್ಟು ಬಿದ್ದು ಸ್ಥಳದಲ್ಲೇ ಅಸುನೀಗಿದ್ದಾನೆ. ನಗರ ಠಾಣೆ ಹಾಗು ಸಹೋದರನವರಲ್ಲಿ ಅಂಗಲಾಚಿದ್ದಾನೆ.: [144, 2064, 379, 2245]
- imprint-line-1: [18, 2336, 1494, 2367]
- story-headline: ಕೆ.ಎಸ್ ಫೌಂಡೇಷನ್ ವತಿಯಿಂದ ಪ್ರತಿಭಾ ಪುರಸ್ಕಾರ: [768, 803, 1501, 864]
- page-number: 04: [1042, 32, 1094, 75]
- imprint-printer-name: HONALU GRAPHICS,: [376, 2369, 603, 2394]
- dengue-rally-photo: [210, 187, 546, 427]
- story-paragraph: ಬೇಲೂರು: ಮಳೆ, ಚಳಿ, ಬಿಸಿಲು ಎನ್ನದೆ ಹಗಲು-ರಾತ್ರಿ ಅನ್ನ ನೀಡುವ ರೈತರು ಮತ್ತು ಗಡಿ ಕಾಯುವ ಸೈನಿಕರನ್ನು ಗೌರವಿಸುವ ನಿಟ್ಟಿನಲ್ಲಿ ಸರ್ಕಾರ ಮುಂದಾಗಬೇಕಿದೆ ಎಂದು ಬೇಲೂರು ಶಾಸಕ ಹೆಚ್.ಕೆ.ಸುರೇಶ್ ಹೇಳಿದರು.: [774, 896, 947, 1008]
- story-school-opening: [10, 802, 762, 1519]
- story-dengue-day: [10, 99, 946, 797]
- story-column: [18, 1845, 379, 1996]
- story-booker-prize: [10, 1523, 384, 2000]
- story-paragraph: ಪ್ರತಿಭಾನ್ವಿತ ವಿದ್ಯಾರ್ಥಿಗಳಿಗೆ ಲ್ಯಾಪ್‌ಟಾಪ್ ನೀಡುವುದು, ಸಂಘ ಸಂಸ್ಥೆಗಳ ಸಮಾಜಮುಖಿ ಸೇವೆ, ಪಾಲಕ ಶಿಕ್ಷಕರು, ಉಪ ಪ್ರಾಂಶುಪಾಲರು, ಎಸ್‌ಡಿಎಂಸಿ ಅಧ್ಯಕ್ಷರು ಸದಸ್ಯರು, ಪೋಷಕರ ಕಾಳಜಿ ಮತ್ತು ಕರ್ತವ್ಯದ ಬಗ್ಗೆ ಪ್ರಶಂಸೆಯನ್ನು ವ್ಯಕ್ತಪಡಿಸಿದರು. ಪ್ರಸ್ತುತ ಸಾಲಿನ ಬಾಲಕಿಯರ ಸರ್ಕಾರಿ ಪ್ರಿ.ಪ್ರೌಢಶಾಲೆಗೆ ಹೆಚ್ಚು ವಿದ್ಯಾರ್ಥಿಗಳು ಸೇರಿಕೊಳ್ಳುತ್ತಿರುವುದು ಒಳ್ಳೆಯ ಬೆಳವಣಿಗೆ. ಎಲ್ಲರೂ ಸಹಕರಿಸಿ ದಾಖಲಾತಿ ಆಂದೋಲನ ಆರಂಭವಾಗಿದೆ. ಖಾಸಗಿ ಶಾಲೆಯಲ್ಲಿ ಓದುತ್ತಿದ್ದ 40: [203, 1119, 382, 1365]
- story-column: [765, 1826, 946, 2320]
- imprint-printer-label: Printed at:: [258, 2369, 370, 2394]
- story-road-accident: [10, 2005, 384, 2325]
- story-paragraph: ಆಸ್ಪತ್ರೆಗಳಲ್ಲೂ ಡೆಂಗ್ಯೂ ರೋಗಕ್ಕೆ ಚಿಕಿತ್ಸೆ ಲಭ್ಯವಿದೆ. ಡೆಂಗ್ಯೂ ಜ್ವರ ತೀವ್ರಮಟ್ಟದಲ್ಲಿದ್ದರೆ, ರಕ್ತದಲ್ಲಿ ಪ್ಲೇಟ್‌ಲೆಟ್‌ಗಳ ಸಂಖ್ಯೆಯನ್ನು ಹೆಚ್ಚಿಸಲು ವೈದ್ಯರು ಅಗತ್ಯ ಕ್ರಮ ಕೈಗೊಳ್ಳುತ್ತಾರೆ. ಹಾಗಾಗಿ ಯಾವ ರೋಗವನ್ನು ನಿರ್ಲಕ್ಷಿಸಬಾರದು ಎಂದರು. ಈ ಸಂದರ್ಭದಲ್ಲಿ ಡಾಕ್ಟರ್ ವಿಜಯ್ ತಾಲ್ಲೂಕು ಆರೋಗ್ಯ ಅಧಿಕಾರಿ ಡಾಕ್ಟರ್ ಸುಧಾ ಅಡಳಿತ ವೈದ್ಯಾಧಿಕಾರಿಗಳು ಡಾ ಮಹಾಂತೇಶ್ ಆರ್. ಬಿ.ಎಸ್.ಕೆ ವೈದ್ಯಾಧಿಕಾರಿಗಳು, ಉಪ ತಾಲ್ಲೂಕು ಆರೋಗ್ಯ ಶಿಕ್ಷಣಾಧಿಕಾರಿಗಳು, ದಯಾನಂದ ತಾಲ್ಲೂಕು ಹಿರಿಯ ಆರೋಗ್ಯ ನಿರೀಕ್ಷಣಾಧಿಕಾರಿಗಳು, ಮೋಹನ್ ಆರೋಗ್ಯ ನಿರೀಕ್ಷಣಾಧಿಕಾರಿಗಳು, ವಾದನ ಆಶಾ ಮೇಲ್ವಿಚಾರಕರು ಆಶಾ ಕಾರ್ಯಕರ್ತೆಯರು ಹಾಗು ಆರೋಗ್ಯ ಇಲಾಖೆ ಸಿಬ್ಬಂದಿಯವರು ಹಾಜರಿದ್ದರು.: [750, 189, 941, 531]
- story-byline: ● ಭೀಮ ವಿಜಯ ನ್ಯೂಸ್: [18, 872, 197, 891]
- story-paragraph: ಮಕ್ಕಳು ಸರ್ಕಾರಿ ಶಾಲೆಗೆ ಬಂದು ಸೇರಿರುವುದು ಹೆಮ್ಮೆಯ ವಿಷಯ. ತಾಲೂಕಿನಲ್ಲಿಯೇ ಅತಿ ಹೆಚ್ಚು ವಿದ್ಯಾರ್ಥಿಗಳನ್ನು ಹೊಂದಿದ ಶಾಲೆಯಾಗಿದೆ. ಇದೇ ಶಾಲೆಯಲ್ಲಿ ವ್ಯಾಸಂಗ ಮಾಡಿದ ಎಸ್ ಎಲ್ ಸಿ ವಿದ್ಯಾರ್ಥಿನಿಯರ ಅಂಕಗಳು ಮತ್ತು ಮಾನ್ಯ ಎಂಬುವರಿಗೆ ಸರ್ಕಾರದ ವತಿಯಿಂದ ಉಚಿತವಾಗಿ ಲ್ಯಾಪ್‌ಟಾಪ್ ಸೌಲಭ್ಯ ಪಡೆಯಲು ಆಯ್ಕೆಯಾಗಿದ್ದಾರೆ. ಈ ಶಾಲೆಯಲ್ಲಿ 400 ವಿದ್ಯಾರ್ಥಿನಿಯರು ವ್ಯಾಸಂಗ ಮಾಡುತ್ತಿದ್ದು ನುರಿತ ಶಿಕ್ಷಕರು ಇದ್ದಾರೆ ಎಂದು ತಿಳಿಸಿದರು. ಪಠ್ಯ ಪುಸ್ತಕ, ಸಮವಸ್ತ್ರ,: [390, 1119, 579, 1365]
- imprint-publisher-name: NAGARAJU.H.S.: [422, 2339, 599, 2364]
- story-column: [958, 168, 1226, 792]
- student-portrait-photo: [18, 2063, 138, 2191]
- story-column: [774, 872, 947, 1514]
- story-paragraph: ತೀವ್ರಮಟ್ಟದಲ್ಲಿದ್ದರೆ, ರಕ್ತದಲ್ಲಿ ಪ್ಲೇಟ್‌ಲೆಟ್‌ಗಳ ಸಂಖ್ಯೆಯನ್ನು ಹೆಚ್ಚಿಸಲು ವೈದ್ಯರು ಅಗತ್ಯ ಕ್ರಮ ಕೈಗೊಳ್ಳುತ್ತಾರೆ. ಇದಕ್ಕಾಗಿ ಸಾರ್ವಜನಿಕರಲ್ಲಿ ಜಾಗೃತಿ ಮೂಡಿಸುವ ಕೆಲಸ ಮಾಡಲಾಗುತ್ತಿದ್ದು ಮನೆಯ ಹೊರಗೆ ಹಾಗು ಒಳಗೆ ಸ್ವಚ್ಛತೆ ಇಟ್ಟುಕೊಂಡರೆ ಹಾಗು ನೀರು ಕಟ್ಟುವ ಜಾಗ ನೋಡಿಕೊಂಡರೆ ಡೆಂಗ್ಯೂ ರೋಗ ಹರಡದಂತೆ ತಡೆಯಬಹುದು ಇದು ಚಿಕಿತ್ಸೆಗೆ ಎಷ್ಟು ಸಂದರ್ಭ ನೀಡುತ್ತದೆಯೋ ಅಷ್ಟೇ ಪ್ರಾಮಾಣ್ಯವಾಗಿದೆ ಅದಕ್ಕಾಗಿ ಬೇಲೂರು ಪ್ರಾಥಮಿಕ ಕೇಂದ್ರ ಆಸ್ಪತ್ರೆಯಲ್ಲಿ ಜಾಗೃತಿ ಮೂಡಿಸುವ ಕೆಲಸ ಮಾಡುತ್ತಿದ್ದೇವೆ. ಡೆಂಗಿ ಈಗ ಅದೇ ರೀತಿ ಕೋವಿಡ್ ಕೂಡ ಡೆಂಗಿ ರೀತಿಯ ಲಕ್ಷಣಗಳು ಕಂಡು ಬರುತ್ತವೆ. ಆದರಿಂದ ಹಂತದಲ್ಲೇ ಡೆಂಗ್ಯೂ ಜ್ವರದ ಲಕ್ಷಣ ಕಾಣಿಸಿಕೊಂಡರೆ, ವೈದ್ಯರನ್ನು ಸಂಪರ್ಕಿಸಿ ಸೂಕ್ತ ಚಿಕಿತ್ಸೆ ಪಡೆಯಬೇಕು. ಎಲ್ಲ: [555, 189, 741, 550]
- newspaper-logo: [434, 14, 914, 88]
- story-headline: ಶಾಲಾ ಆರಂಭೋತ್ಸವ ಅದ್ದೂರಿಯಾಗಿ ಆಚರಣೆ: [11, 803, 760, 864]
- story-paragraph: ಬೇಲೂರು ಕ್ಷೇತ್ರ ಶಿಕ್ಷಣಾಧಿಕಾರಿ ಬಿ.ಎಲ್.ರಾಜೇಗೌಡ ಮಾತನಾಡಿ, ಈ ಬಾರಿ ಬೇಲೂರು ತಾಲ್ಲೂಕಿನಲ್ಲಿ ಎಸ್ ಎಸ್ ಎಲ್ ಸಿ ಫಲಿತಾಂಶ ಉತ್ತಮವಾಗಿದೆ. 60 ಕ್ಕೂ ಹೆಚ್ಚಿನ ವಿದ್ಯಾರ್ಥಿಗಳು 600 ಹೆಚ್ಚು ಅಂಕ ಪಡೆದಿದ್ದಾರೆ. ಇಬ್ಬರು ವಿದ್ಯಾರ್ಥಿಗಳು 624 ಅಂಕ ಗಳಿಸಿ ತಾಲ್ಲೂಕಿಗೆ ಪ್ರಥಮ ಮತ್ತು ರಾಜ್ಯಕ್ಕೆ ದ್ವಿತೀಯ ಸ್ಥಾನ ಪಡೆದಿದ್ದಾರೆ. ಯುವ ಜನತೆ ಅಂಕದ ಜೊತೆಗೆ ಸಂಸ್ಕಾರ ಬೆಳೆಸಿಕೊಂಡು: [1138, 1096, 1317, 1285]
- dengue-banner-text: ರಾಷ್ಟ್ರೀಯ ಡೆಂಗ್ಯೂ ದಿನ: [353, 287, 442, 302]
- story-ks-foundation: [766, 802, 1502, 1519]
- dengue-banner-date: 16 ಮೇ 2025: [360, 302, 435, 317]
- booker-felicitation-photo: [18, 1637, 379, 1839]
- school-banner: [261, 881, 522, 919]
- story-column: [376, 432, 546, 792]
- story-belur-strike: [950, 99, 1502, 797]
- office-address-box: [1138, 13, 1502, 91]
- story-headline: ರಸ್ತೆ ಅಪಘಾತ : ವಿದ್ಯಾರ್ಥಿ ಸಾವು: [11, 2007, 382, 2055]
- imprint-printer-address: Ashoka road, Vidhya Nagar, Hassan Hassan Dist. Karnataka State.: [609, 2369, 1276, 2394]
- story-column: [18, 187, 203, 792]
